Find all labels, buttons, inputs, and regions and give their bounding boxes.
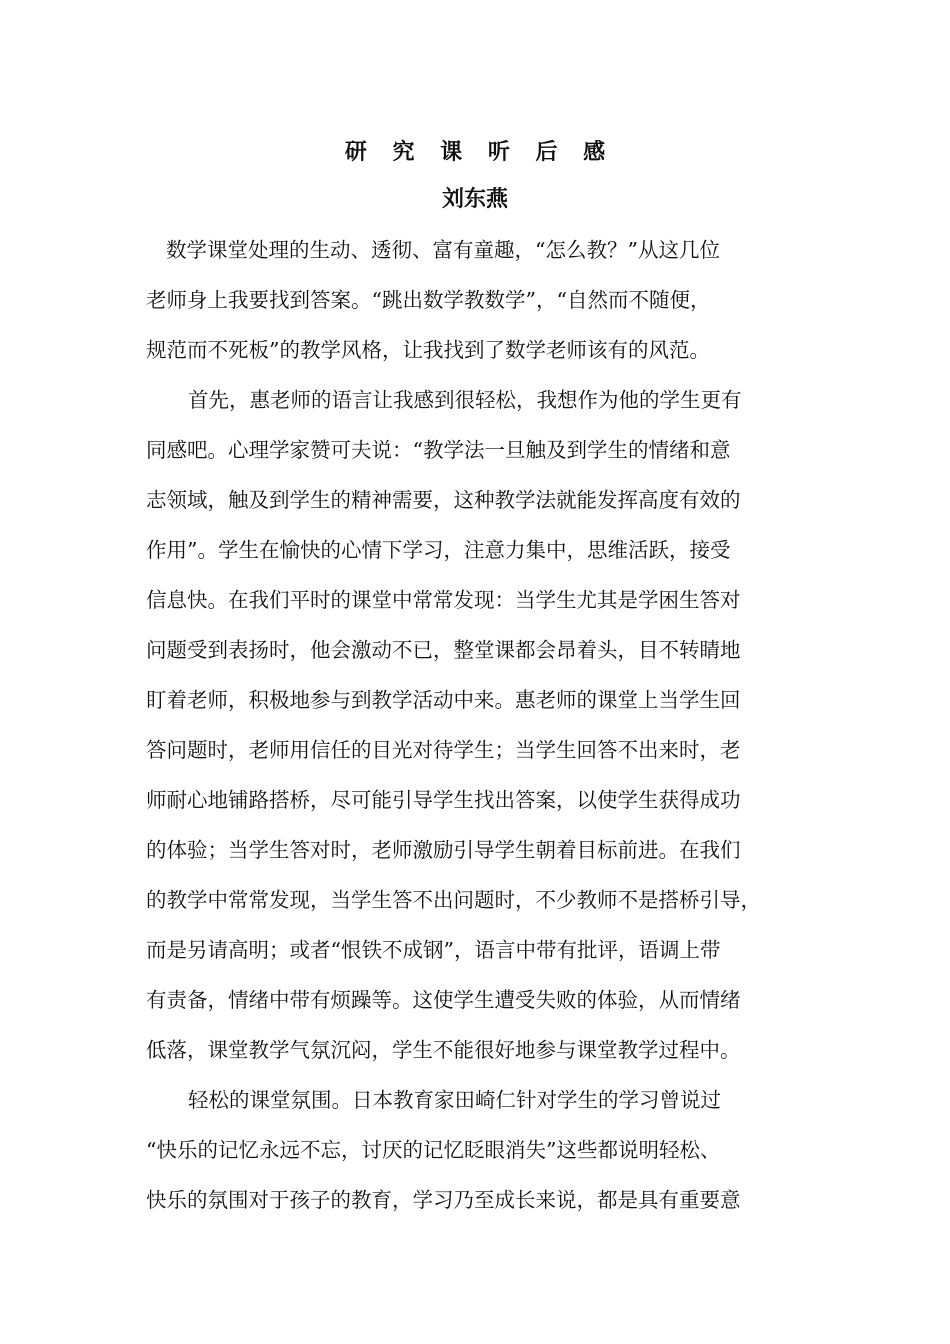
text-line: 有责备，情绪中带有烦躁等。这使学生遭受失败的体验，从而情绪: [146, 988, 741, 1012]
text-line: 而是另请高明；或者“恨铁不成钢”，语言中带有批评，语调上带: [146, 938, 721, 962]
text-line: 师耐心地铺路搭桥，尽可能引导学生找出答案，以使学生获得成功: [146, 788, 741, 812]
text-line: 盯着老师，积极地参与到教学活动中来。惠老师的课堂上当学生回: [146, 688, 741, 712]
text-line: 问题受到表扬时，他会激动不已，整堂课都会昂着头，目不转睛地: [146, 638, 741, 662]
text-line: 低落，课堂教学气氛沉闷，学生不能很好地参与课堂教学过程中。: [146, 1038, 741, 1062]
text-line: 老师身上我要找到答案。“跳出数学教数学”，“自然而不随便，: [146, 288, 711, 312]
text-line: 首先，惠老师的语言让我感到很轻松，我想作为他的学生更有: [188, 388, 742, 412]
text-line: 同感吧。心理学家赞可夫说：“教学法一旦触及到学生的情绪和意: [146, 438, 731, 462]
document-author: 刘东燕: [441, 186, 508, 212]
text-line: 轻松的课堂氛围。日本教育家田崎仁针对学生的学习曾说过: [188, 1088, 721, 1112]
text-line: 快乐的氛围对于孩子的教育，学习乃至成长来说，都是具有重要意: [146, 1188, 741, 1212]
text-line: 信息快。在我们平时的课堂中常常发现：当学生尤其是学困生答对: [146, 588, 741, 612]
document-title: 研 究 课 听 后 感: [344, 139, 615, 165]
text-line: 的体验；当学生答对时，老师激励引导学生朝着目标前进。在我们: [146, 838, 741, 862]
text-line: 志领域，触及到学生的精神需要，这种教学法就能发挥高度有效的: [146, 488, 741, 512]
text-line: 数学课堂处理的生动、透彻、富有童趣，“怎么教？”从这几位: [166, 238, 720, 262]
text-line: “快乐的记忆永远不忘，讨厌的记忆眨眼消失”这些都说明轻松、: [146, 1138, 721, 1162]
text-line: 规范而不死板”的教学风格，让我找到了数学老师该有的风范。: [146, 338, 710, 362]
text-line: 的教学中常常发现，当学生答不出问题时，不少教师不是搭桥引导，: [146, 888, 761, 912]
text-line: 作用”。学生在愉快的心情下学习，注意力集中，思维活跃，接受: [146, 538, 731, 562]
text-line: 答问题时，老师用信任的目光对待学生；当学生回答不出来时，老: [146, 738, 741, 762]
